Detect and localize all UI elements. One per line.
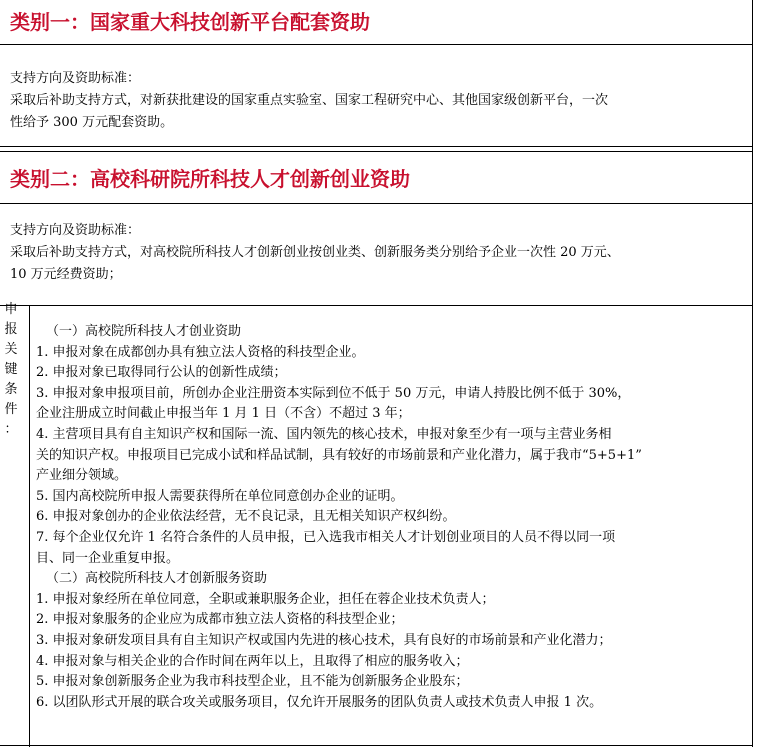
list-item: 4. 申报对象与相关企业的合作时间在两年以上，且取得了相应的服务收入； (36, 653, 469, 669)
section1-title: 类别一：国家重大科技创新平台配套资助 (10, 10, 370, 34)
list-item: 2. 申报对象已取得同行公认的创新性成绩； (36, 365, 287, 381)
section2-desc-line2: 10 万元经费资助； (10, 267, 122, 282)
table-bottom-border (0, 745, 753, 746)
list-item: 6. 以团队形式开展的联合攻关或服务项目，仅允许开展服务的团队负责人或技术负责人申报 1 次。 (36, 694, 603, 710)
section2-desc-line1: 采取后补助支持方式，对高校院所科技人才创新创业按创业类、创新服务类分别给予企业一次性 20 万元、 (10, 245, 620, 260)
label-column-divider (29, 305, 30, 747)
list-item: 企业注册成立时间截止申报当年 1 月 1 日（不含）不超过 3 年； (36, 406, 411, 422)
section2-body (10, 220, 745, 286)
list-item: 5. 国内高校院所申报人需要获得所在单位同意创办企业的证明。 (36, 488, 404, 504)
list-item: 7. 每个企业仅允许 1 名符合条件的人员申报，已入选我市相关人才计划创业项目的人员不得以同一项 (36, 529, 616, 545)
group2-title: （二）高校院所科技人才创新服务资助 (46, 571, 268, 587)
section2-label: 支持方向及资助标准： (10, 223, 141, 238)
section1-body (10, 68, 745, 134)
table-right-border (752, 0, 753, 747)
section2-body-divider (0, 305, 753, 306)
list-item: 3. 申报对象申报项目前，所创办企业注册资本实际到位不低于 50 万元，申请人持股比例不低于 30%， (36, 385, 631, 401)
list-item: 目、同一企业重复申报。 (36, 550, 180, 566)
side-label-char: 件 (4, 402, 18, 417)
side-label-char: ： (4, 422, 18, 437)
section-divider-1b (0, 151, 753, 152)
side-label-char: 条 (4, 382, 18, 397)
section1-title-divider (0, 44, 753, 45)
section-divider-1a (0, 146, 753, 147)
list-item: 1. 申报对象在成都创办具有独立法人资格的科技型企业。 (36, 344, 365, 360)
list-item: 5. 申报对象创新服务企业为我市科技型企业，且不能为创新服务企业股东； (36, 674, 469, 690)
side-label-char: 报 (4, 322, 18, 337)
side-label-char: 关 (4, 342, 18, 357)
list-item: 1. 申报对象经所在单位同意，全职或兼职服务企业，担任在蓉企业技术负责人； (36, 591, 495, 607)
section1-desc-line2: 性给予 300 万元配套资助。 (10, 115, 174, 130)
conditions-side-label (4, 300, 18, 440)
conditions-list (36, 322, 748, 713)
side-label-char: 申 (4, 302, 18, 317)
list-item: 6. 申报对象创办的企业依法经营，无不良记录，且无相关知识产权纠纷。 (36, 509, 456, 525)
list-item: 产业细分领域。 (36, 468, 128, 484)
list-item: 2. 申报对象服务的企业应为成都市独立法人资格的科技型企业； (36, 612, 404, 628)
group1-title: （一）高校院所科技人才创业资助 (46, 324, 242, 339)
side-label-char: 键 (4, 362, 18, 377)
section2-title-divider (0, 203, 753, 204)
list-item: 3. 申报对象研发项目具有自主知识产权或国内先进的核心技术，具有良好的市场前景和产业化潜力； (36, 632, 612, 648)
section2-title: 类别二：高校科研院所科技人才创新创业资助 (10, 167, 410, 191)
section1-desc-line1: 采取后补助支持方式，对新获批建设的国家重点实验室、国家工程研究中心、其他国家级创新平台，一次 (10, 93, 609, 108)
section1-label: 支持方向及资助标准： (10, 71, 141, 86)
list-item: 关的知识产权。申报项目已完成小试和样品试制，具有较好的市场前景和产业化潜力，属于我市“5+5+1” (36, 447, 642, 463)
list-item: 4. 主营项目具有自主知识产权和国际一流、国内领先的核心技术，申报对象至少有一项与主营业务相 (36, 426, 612, 442)
